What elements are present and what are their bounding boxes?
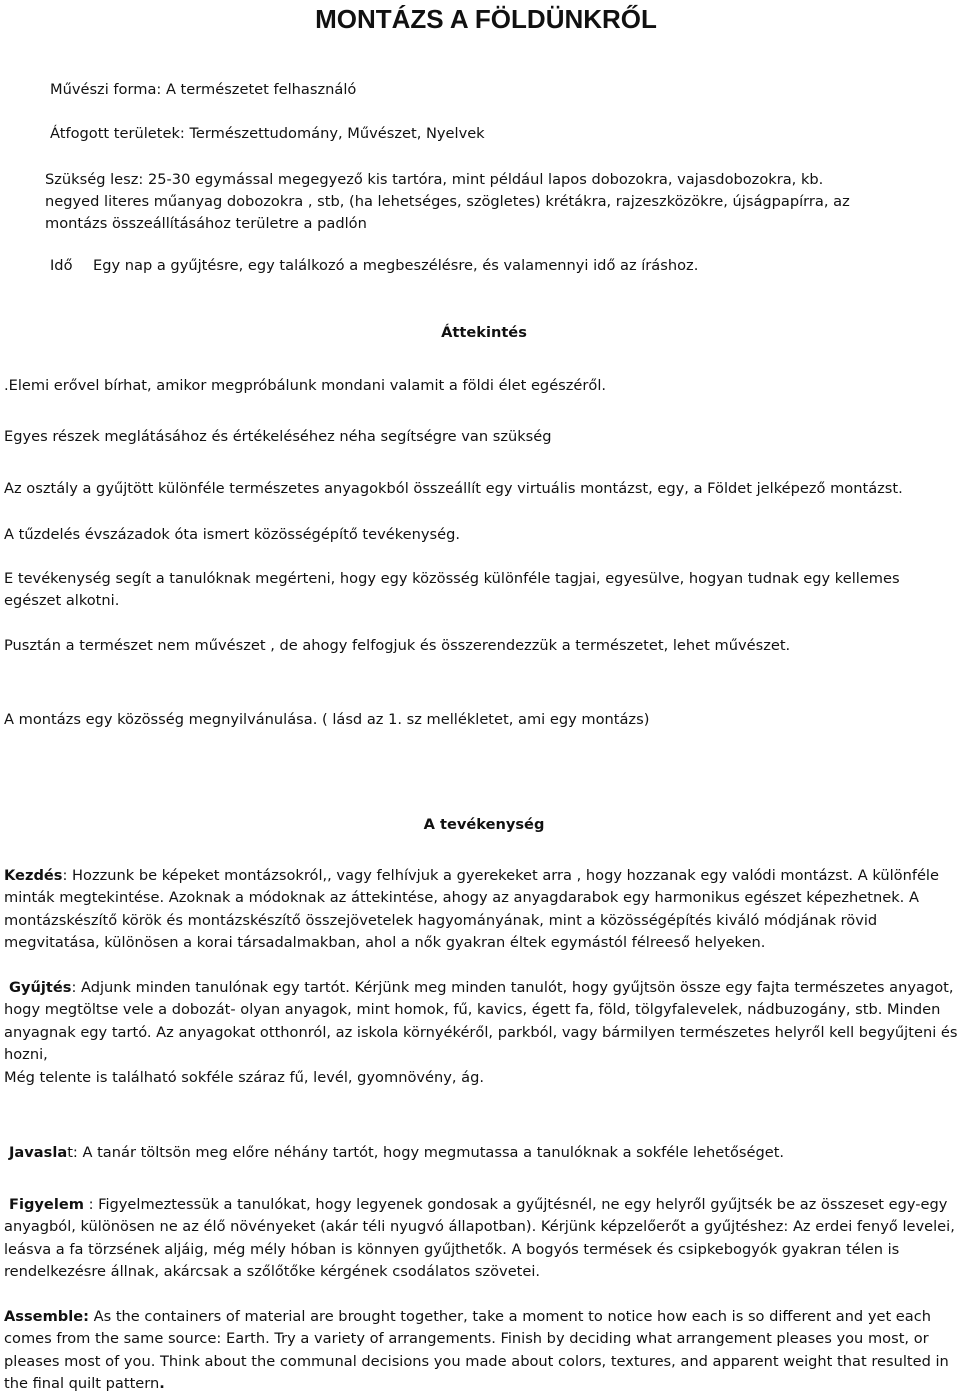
assemble-label: Assemble: — [4, 1308, 89, 1325]
collect-extra: Még telente is található sokféle száraz fű, levél, gyomnövény, ág. — [4, 1068, 485, 1086]
overview-paragraph-1: .Elemi erővel bírhat, amikor megpróbálunk mondani valamit a földi élet egészéről. — [4, 377, 607, 394]
attention-paragraph — [4, 1194, 958, 1284]
start-paragraph — [4, 865, 958, 955]
needs-line-3: montázs összeállításához területre a padlón — [45, 215, 367, 232]
covered-areas-line: Átfogott területek: Természettudomány, Művészet, Nyelvek — [50, 125, 485, 142]
overview-paragraph-6: Pusztán a természet nem művészet , de ahogy felfogjuk és összerendezzük a természetet, lehet művészet. — [4, 637, 791, 654]
overview-paragraph-4: A tűzdelés évszázadok óta ismert közösségépítő tevékenység. — [4, 526, 461, 543]
suggestion-label: Javasla — [9, 1144, 68, 1161]
overview-paragraph-7: A montázs egy közösség megnyilvánulása. ( lásd az 1. sz mellékletet, ami egy montázs) — [4, 711, 650, 728]
overview-heading: Áttekintés — [441, 324, 527, 341]
assemble-text: As the containers of material are brought together, take a moment to notice how each is so different and yet each comes from the same source: Earth. Try a variety of arrangements. Finish by deciding what arrangement pleases you most, or pleases most of you. Think about the communal decisions you made about colors, textures, and apparent weight that resulted in the final quilt pattern — [4, 1308, 949, 1393]
needs-line-2: negyed literes műanyag dobozokra , stb, (ha lehetséges, szögletes) krétákra, rajzeszközökre, újságpapírra, az — [45, 193, 850, 210]
collect-label: Gyűjtés — [9, 979, 72, 996]
attention-text: : Figyelmeztessük a tanulókat, hogy legyenek gondosak a gyűjtésnél, ne egy helyről gyűjtsék be az összeset egy-egy anyagból, különösen ne az élő növényeket (akár téli nyugvó állapotban). Kérjünk képzelőerőt a gyűjtéshez: Az erdei fenyő levelei, leásva a fa törzsének aljáig, még mély hóban is könnyen gyűjthetők. A bogyós termések és csipkebogyók gyakran télen is rendelkezésre állnak, akárcsak a szőlőtőke kérgének csodálatos szövetei. — [4, 1196, 955, 1281]
assemble-paragraph — [4, 1306, 958, 1396]
overview-paragraph-3: Az osztály a gyűjtött különféle természetes anyagokból összeállít egy virtuális montázst, egy, a Földet jelképező montázst. — [4, 480, 903, 497]
collect-text: : Adjunk minden tanulónak egy tartót. Kérjünk meg minden tanulót, hogy gyűjtsön össze egy fajta természetes anyagot, hogy megtöltse vele a dobozát- olyan anyagok, mint homok, fű, kavics, égett fa, föld, tölgyfalevelek, nádbuzogány, stb. Minden anyagnak egy tartó. Az anyagokat otthonról, az iskola környékéről, parkból, vagy bármilyen természetes helyről kell begyűjteni és hozni, — [4, 979, 958, 1064]
assemble-end: . — [159, 1375, 165, 1393]
art-form-line: Művészi forma: A természetet felhasználó — [50, 81, 357, 98]
start-label: Kezdés — [4, 867, 63, 884]
suggestion-paragraph — [4, 1142, 958, 1164]
suggestion-text: t: A tanár töltsön meg előre néhány tartót, hogy megmutassa a tanulóknak a sokféle lehetőséget. — [67, 1144, 785, 1161]
attention-label: Figyelem — [9, 1196, 84, 1213]
time-text: Egy nap a gyűjtésre, egy találkozó a megbeszélésre, és valamennyi idő az íráshoz. — [93, 257, 699, 274]
time-label: Idő — [50, 257, 73, 274]
activity-heading: A tevékenység — [423, 816, 545, 833]
needs-line-1: Szükség lesz: 25-30 egymással megegyező kis tartóra, mint például lapos dobozokra, vajasdobozokra, kb. — [45, 171, 824, 188]
document-title: MONTÁZS A FÖLDÜNKRŐL — [315, 4, 657, 34]
collect-paragraph — [4, 977, 958, 1089]
overview-paragraph-2: Egyes részek meglátásához és értékeléséhez néha segítségre van szükség — [4, 428, 552, 445]
overview-paragraph-5: E tevékenység segít a tanulóknak megérteni, hogy egy közösség különféle tagjai, egyesülve, hogyan tudnak egy kellemes egészet alkotni. — [4, 570, 900, 610]
start-text: : Hozzunk be képeket montázsokról,, vagy felhívjuk a gyerekeket arra , hogy hozzanak egy valódi montázst. A különféle minták megtekintése. Azoknak a módoknak az áttekintése, ahogy az anyagdarabok egy harmonikus egészet képezhetnek. A montázskészítő körök és montázskészítő összejövetelek hagyományának, mint a közösségépítés kiváló módjának rövid megvitatása, különösen a korai társadalmakban, ahol a nők gyakran éltek egymástól félreeső helyeken. — [4, 867, 939, 952]
